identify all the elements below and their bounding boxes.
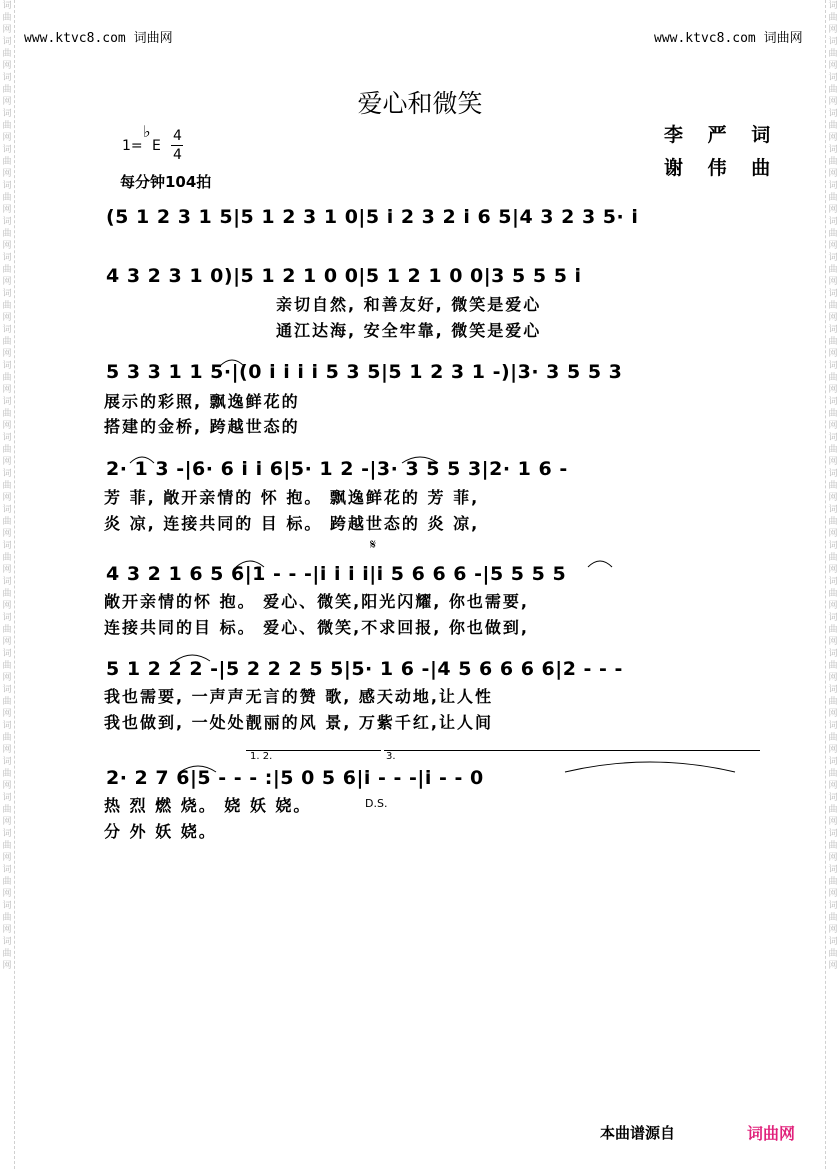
side-watermark-right: 词曲网词曲网词曲网词曲网词曲网词曲网词曲网词曲网词曲网词曲网词曲网词曲网词曲网词曲网词曲网词曲网词曲网词曲网词曲网词曲网词曲网词曲网词曲网词曲网词曲网词曲网词曲网 (825, 0, 840, 1169)
lyricist-credit: 李 严 词 (664, 124, 780, 146)
lyric-row-6-verse-1: 我也需要, 一声声无言的赞 歌, 感天动地,让人性 (104, 687, 493, 706)
volta-label-1: 1. 2. (250, 751, 273, 762)
lyric-row-6-verse-2: 我也做到, 一处处靓丽的风 景, 万紫千红,让人间 (104, 713, 493, 732)
lyric-row-2-verse-1: 亲切自然, 和善友好, 微笑是爱心 (276, 295, 542, 314)
notation-row-2: 4 3 2 3 1 0)|5 1 2 1 0 0|5 1 2 1 0 0|3 5 5 5 i (106, 265, 582, 287)
time-signature-top: 4 (173, 128, 182, 144)
key-prefix: 1= (122, 138, 143, 154)
lyric-row-7-verse-2: 分 外 妖 娆。 (104, 822, 217, 841)
key-note: E (152, 138, 161, 154)
time-signature-bottom: 4 (173, 147, 182, 163)
lyric-row-5-verse-2: 连接共同的目 标。 爱心、微笑,不求回报, 你也做到, (104, 618, 529, 637)
notation-row-5: 4 3 2 1 6 5 6|1 - - -|i i i i|i 5 6 6 6 -|5 5 5 5 (106, 563, 567, 585)
footer-brand-link[interactable]: 词曲网 (747, 1124, 796, 1143)
lyric-row-3-verse-1: 展示的彩照, 飘逸鲜花的 (104, 392, 300, 411)
dal-segno-marking: D.S. (365, 797, 388, 810)
footer-source-label: 本曲谱源自 (600, 1124, 676, 1142)
side-watermark-left: 词曲网词曲网词曲网词曲网词曲网词曲网词曲网词曲网词曲网词曲网词曲网词曲网词曲网词曲网词曲网词曲网词曲网词曲网词曲网词曲网词曲网词曲网词曲网词曲网词曲网词曲网词曲网 (0, 0, 15, 1169)
notation-row-7: 2· 2 7 6|5 - - - :|5 0 5 6|i - - -|i - - 0 (106, 767, 484, 789)
header-url-left[interactable]: www.ktvc8.com 词曲网 (24, 31, 173, 46)
composer-credit: 谢 伟 曲 (664, 157, 780, 179)
tempo-marking: 每分钟104拍 (120, 173, 212, 191)
lyric-row-7-verse-1: 热 烈 燃 烧。 娆 妖 娆。 (104, 796, 312, 815)
notation-row-4: 2· 1 3 -|6· 6 i i 6|5· 1 2 -|3· 3 5 5 3|2· 1 6 - (106, 458, 568, 480)
lyric-row-3-verse-2: 搭建的金桥, 跨越世态的 (104, 417, 300, 436)
notation-row-3: 5 3 3 1 1 5·|(0 i i i i 5 3 5|5 1 2 3 1 -)|3· 3 5 5 3 (106, 361, 623, 383)
lyric-row-2-verse-2: 通江达海, 安全牢靠, 微笑是爱心 (276, 321, 542, 340)
volta-label-2: 3. (386, 751, 396, 762)
lyric-row-4-verse-2: 炎 凉, 连接共同的 目 标。 跨越世态的 炎 凉, (104, 514, 480, 533)
header-url-right[interactable]: www.ktvc8.com 词曲网 (654, 31, 803, 46)
notation-row-6: 5 1 2 2 2 -|5 2 2 2 5 5|5· 1 6 -|4 5 6 6 6 6|2 - - - (106, 658, 623, 680)
notation-row-1: (5 1 2 3 1 5|5 1 2 3 1 0|5 i 2 3 2 i 6 5|4 3 2 3 5· i (106, 206, 639, 228)
lyric-row-4-verse-1: 芳 菲, 敞开亲情的 怀 抱。 飘逸鲜花的 芳 菲, (104, 488, 480, 507)
key-flat-icon: ♭ (143, 122, 151, 141)
song-title: 爱心和微笑 (357, 89, 483, 118)
segno-icon: 𝄋 (370, 537, 377, 553)
lyric-row-5-verse-1: 敞开亲情的怀 抱。 爱心、微笑,阳光闪耀, 你也需要, (104, 592, 529, 611)
